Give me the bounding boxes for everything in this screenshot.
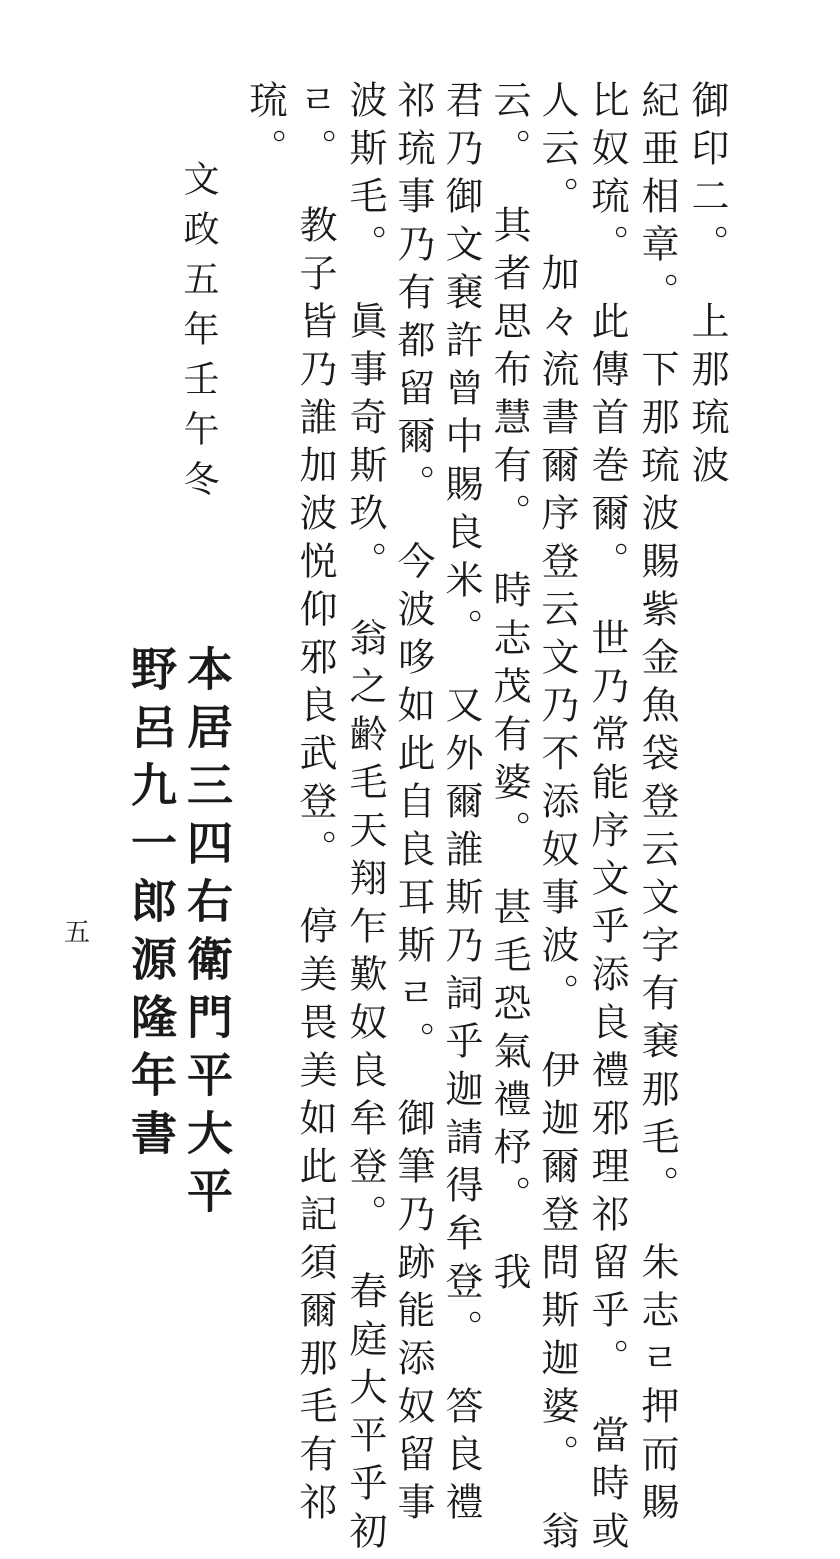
- text-column-3: 比奴琉。 此傳首巻爾。 世乃常能序文乎添良禮邪理祁留乎。 當時或: [585, 80, 629, 1559]
- page-number: 五: [64, 918, 91, 948]
- text-column-6: 君乃御文㐮許曾中賜良米。 又外爾誰斯乃詞乎迦請得牟登。 答良禮: [439, 80, 483, 1530]
- text-column-1: 御印二。 上那琉波: [685, 80, 729, 493]
- text-column-9: ㄹ。 教子皆乃誰加波悦仰邪良武登。 停美畏美如此記須爾那毛有祁: [293, 80, 337, 1530]
- text-column-8: 波斯毛。 眞事奇斯玖。 翁之齢毛天翔乍歎奴良牟登。 春庭大平乎初: [343, 80, 387, 1559]
- text-column-2: 紀亜相章。 下那琉波賜紫金魚袋登云文字有㐮那毛。 朱志ㄹ押而賜: [635, 80, 679, 1530]
- text-column-7: 祁琉事乃有都留爾。 今波哆如此自良耳斯ㄹ。 御筆乃跡能添奴留事: [391, 80, 435, 1530]
- colophon-date: 文政五年壬午冬: [178, 160, 219, 510]
- text-column-5: 云。 其者思布慧有。 時志茂有婆。 甚毛恐氣禮杼。 我: [487, 80, 531, 1300]
- colophon-author: 本居三四右衛門平大平: [180, 645, 234, 1225]
- text-column-10: 琉。: [243, 80, 287, 176]
- text-column-4: 人云。 加々流書爾序登云文乃不添奴事波。 伊迦爾登問斯迦婆。 翁: [535, 80, 579, 1559]
- colophon-scribe: 野呂九一郎源隆年書: [124, 645, 178, 1167]
